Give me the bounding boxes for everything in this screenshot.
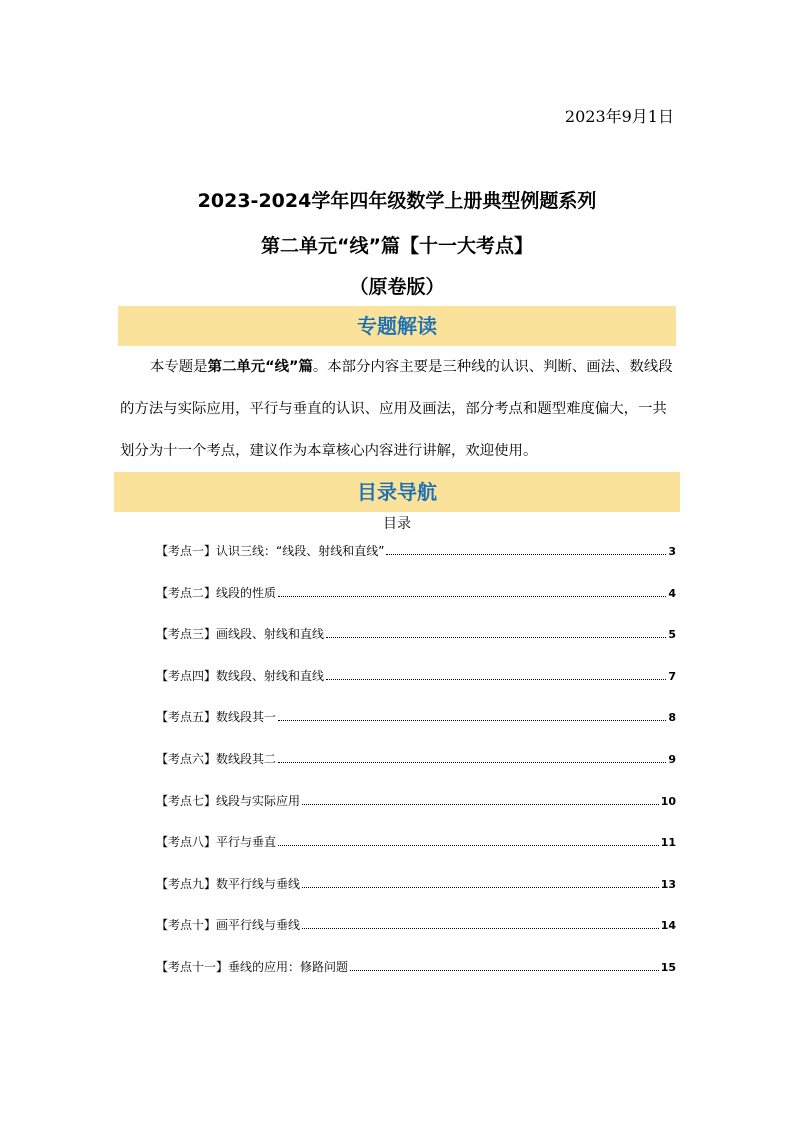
toc-dot-leader (278, 595, 666, 597)
intro-heading: 专题解读 (118, 306, 676, 346)
toc-title: 目录 (383, 516, 411, 532)
toc-item-label: 【考点九】数平行线与垂线 (156, 876, 301, 891)
toc-item[interactable] (156, 954, 676, 996)
toc-item-page: 7 (668, 669, 676, 683)
toc-item[interactable] (156, 912, 676, 954)
toc-dot-leader (302, 803, 659, 805)
toc-item-label: 【考点十】画平行线与垂线 (156, 918, 301, 933)
toc-dot-leader (278, 761, 666, 763)
toc-item[interactable] (156, 746, 676, 788)
toc-heading: 目录导航 (114, 472, 680, 512)
toc-item-page: 11 (660, 836, 676, 850)
toc-item-label: 【考点三】画线段、射线和直线 (156, 627, 325, 642)
toc-item[interactable] (156, 621, 676, 663)
toc-item[interactable] (156, 663, 676, 705)
toc-item[interactable] (156, 704, 676, 746)
toc-item-page: 8 (668, 711, 676, 725)
toc-item-page: 15 (660, 960, 676, 974)
toc-dot-leader (326, 678, 666, 680)
toc-dot-leader (326, 636, 666, 638)
toc-item-page: 3 (668, 545, 676, 558)
toc-dot-leader (302, 886, 659, 888)
toc-item[interactable] (156, 829, 676, 871)
toc-item-label: 【考点七】线段与实际应用 (156, 793, 301, 808)
intro-bold: 第二单元“线”篇 (207, 359, 313, 375)
toc-list (156, 538, 676, 996)
toc-item-label: 【考点五】数线段其一 (156, 710, 277, 725)
toc-dot-leader (302, 927, 659, 929)
toc-item-page: 13 (660, 877, 676, 891)
toc-dot-leader (278, 719, 666, 721)
toc-item-label: 【考点十一】垂线的应用：修路问题 (156, 959, 349, 974)
toc-item-label: 【考点四】数线段、射线和直线 (156, 668, 325, 683)
document-date: 2023年9月1日 (564, 107, 674, 126)
document-subtitle: 第二单元“线”篇【十一大考点】 (261, 235, 533, 257)
toc-item[interactable] (156, 788, 676, 830)
toc-item-label: 【考点一】认识三线：“线段、射线和直线” (156, 544, 385, 558)
intro-text: 。本部分内容主要是三种线的认识、判断、画法、数线段的方法与实际应用，平行与垂直的认识、应用及画法，部分考点和题型难度偏大，一共划分为十一个考点，建议作为本章核心内容进行讲解，欢迎使用。 (120, 359, 673, 459)
toc-dot-leader (386, 553, 666, 555)
toc-item-page: 10 (660, 794, 676, 808)
toc-dot-leader (350, 969, 659, 971)
toc-item-label: 【考点八】平行与垂直 (156, 835, 277, 850)
intro-lead: 本专题是 (150, 359, 208, 375)
intro-paragraph (120, 346, 680, 472)
document-title: 2023-2024学年四年级数学上册典型例题系列 (197, 190, 597, 212)
toc-item-label: 【考点二】线段的性质 (156, 585, 277, 600)
toc-item-page: 14 (660, 919, 676, 933)
toc-dot-leader (278, 844, 659, 846)
toc-item-page: 4 (668, 586, 676, 600)
toc-item-label: 【考点六】数线段其二 (156, 751, 277, 766)
toc-item[interactable] (156, 538, 676, 580)
toc-item-page: 9 (668, 752, 676, 766)
toc-item-page: 5 (668, 628, 676, 642)
toc-item[interactable] (156, 871, 676, 913)
edition-label: （原卷版） (349, 276, 445, 298)
toc-item[interactable] (156, 580, 676, 622)
